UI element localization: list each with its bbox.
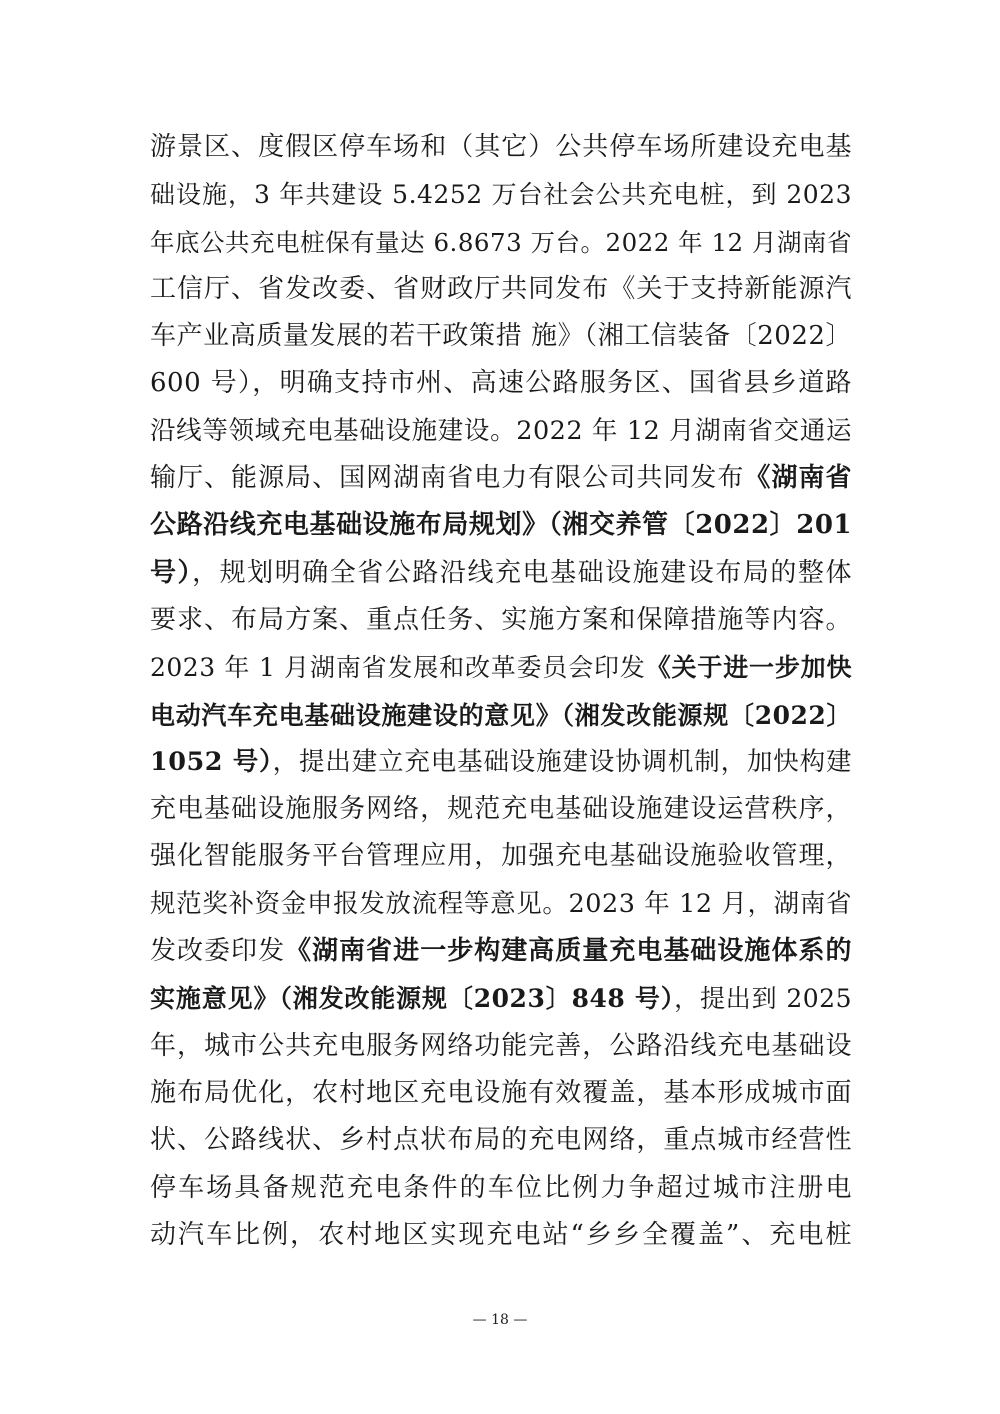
text-line: [150, 219, 852, 266]
text-line: [150, 124, 852, 171]
text-line: [150, 644, 852, 691]
text-segment: ，提出到 2025: [674, 984, 852, 1014]
text-line: [150, 1212, 852, 1259]
text-segment: 600 号），明确支持市州、高速公路服务区、国省县乡道路: [150, 368, 852, 399]
text-line: [150, 550, 852, 597]
text-segment: 动汽车比例，农村地区实现充电站“乡乡全覆盖”、充电桩: [150, 1219, 852, 1250]
text-segment: 游景区、度假区停车场和（其它）公共停车场所建设充电基: [150, 132, 852, 162]
page-number: — 18 —: [472, 1312, 528, 1328]
text-line: [150, 502, 852, 549]
text-line: [150, 975, 852, 1022]
text-line: [150, 360, 852, 407]
text-line: [150, 408, 852, 455]
text-segment: 强化智能服务平台管理应用，加强充电基础设施验收管理，: [150, 841, 852, 872]
text-segment: 础设施，3 年共建设 5.4252 万台社会公共充电桩，到 2023: [150, 180, 852, 210]
text-line: [150, 597, 852, 644]
text-line: [150, 692, 852, 739]
text-segment: 沿线等领域充电基础设施建设。2022 年 12 月湖南省交通运: [150, 415, 852, 446]
text-line: [150, 455, 852, 502]
text-line: [150, 786, 852, 833]
text-segment: 车产业高质量发展的若干政策措 施》（湘工信装备〔2022〕: [150, 321, 852, 352]
bold-text-segment: 《湖南省: [744, 463, 852, 494]
text-line: [150, 313, 852, 360]
text-segment: 发改委印发: [150, 936, 286, 967]
text-segment: 年底公共充电桩保有量达 6.8673 万台。2022 年 12 月湖南省: [150, 227, 852, 257]
text-line: [150, 266, 852, 313]
text-segment: ，提出建立充电基础设施建设协调机制，加快构建: [272, 746, 852, 777]
bold-text-segment: 《湖南省进一步构建高质量充电基础设施体系的: [285, 936, 852, 967]
text-line: [150, 1117, 852, 1164]
text-line: [150, 1070, 852, 1117]
text-line: [150, 739, 852, 786]
bold-text-segment: 公路沿线充电基础设施布局规划》（湘交养管〔2022〕201: [150, 510, 852, 541]
text-segment: 充电基础设施服务网络，规范充电基础设施建设运营秩序，: [150, 794, 852, 825]
text-line: [150, 1023, 852, 1070]
text-segment: 2023 年 1 月湖南省发展和改革委员会印发: [150, 653, 646, 683]
text-segment: ，规划明确全省公路沿线充电基础设施建设布局的整体: [192, 557, 852, 588]
text-segment: 要求、布局方案、重点任务、实施方案和保障措施等内容。: [150, 604, 852, 635]
text-line: [150, 171, 852, 218]
text-segment: 工信厅、省发改委、省财政厅共同发布《关于支持新能源汽: [150, 273, 852, 304]
text-segment: 输厅、能源局、国网湖南省电力有限公司共同发布: [150, 463, 745, 494]
bold-text-segment: 实施意见》（湘发改能源规〔2023〕848 号）: [150, 984, 675, 1014]
bold-text-segment: 电动汽车充电基础设施建设的意见》（湘发改能源规〔2022〕: [150, 700, 852, 730]
text-segment: 规范奖补资金申报发放流程等意见。2023 年 12 月，湖南省: [150, 888, 852, 919]
bold-text-segment: 《关于进一步加快: [645, 653, 852, 683]
text-line: [150, 928, 852, 975]
text-line: [150, 833, 852, 880]
text-segment: 施布局优化，农村地区充电设施有效覆盖，基本形成城市面: [150, 1077, 852, 1108]
bold-text-segment: 1052 号）: [150, 746, 273, 777]
text-segment: 年，城市公共充电服务网络功能完善，公路沿线充电基础设: [150, 1030, 852, 1061]
body-text: [150, 124, 852, 1259]
text-line: [150, 881, 852, 928]
text-segment: 停车场具备规范充电条件的车位比例力争超过城市注册电: [150, 1172, 852, 1203]
text-line: [150, 1165, 852, 1212]
text-segment: 状、公路线状、乡村点状布局的充电网络，重点城市经营性: [150, 1125, 852, 1156]
bold-text-segment: 号）: [150, 557, 193, 588]
